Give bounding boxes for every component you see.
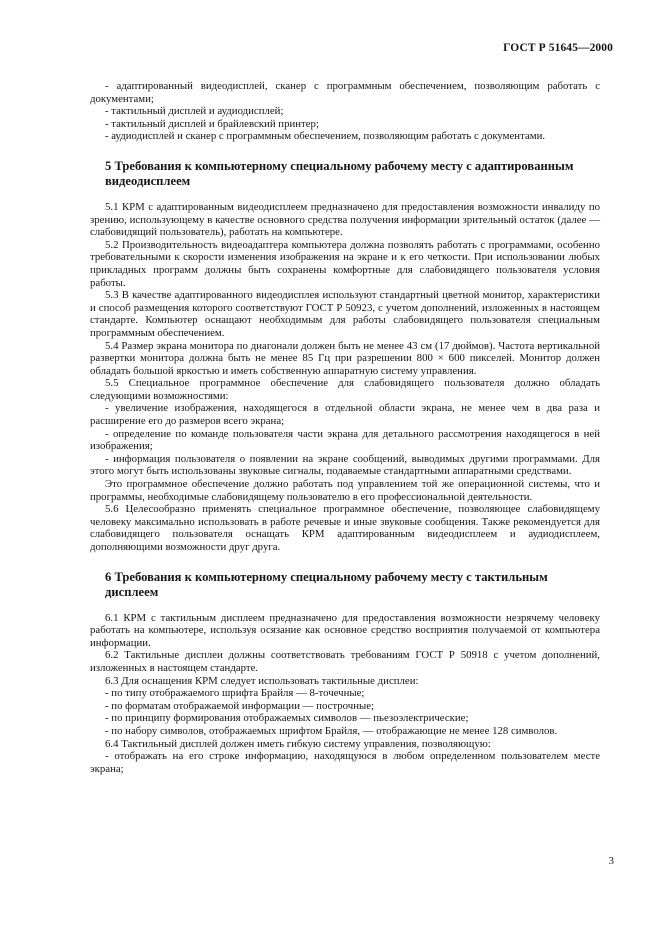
section-5-heading: 5 Требования к компьютерному специальному рабочему месту с адаптированным видеодисплеем — [105, 158, 574, 188]
list-item: - отображать на его строке информацию, находящуюся в любом определенном пользователем месте экрана; — [90, 750, 600, 775]
list-item: - определение по команде пользователя части экрана для детального рассмотрения находящегося в ней изображения; — [90, 427, 600, 453]
paragraph-6-3: 6.3 Для оснащения КРМ следует использовать тактильные дисплеи: — [105, 674, 419, 687]
paragraph-5-4: 5.4 Размер экрана монитора по диагонали должен быть не менее 43 см (17 дюймов). Частота вертикальной развертки монитора должна быть не менее 85 Гц при разрешении 800 × 600 пикселей. Монитор должен обладать большой яркостью и иметь собственную аппаратную систему управления. — [90, 339, 600, 377]
list-item: - тактильный дисплей и аудиодисплей; — [105, 105, 284, 118]
paragraph-6-2: 6.2 Тактильные дисплеи должны соответствовать требованиям ГОСТ Р 50918 с учетом дополнений, изложенных в настоящем стандарте. — [90, 649, 600, 674]
list-item: - адаптированный видеодисплей, сканер с программным обеспечением, позволяющим работать с документами; — [90, 80, 600, 105]
list-item: - по принципу формирования отображаемых символов — пьезоэлектрические; — [105, 712, 469, 725]
paragraph-5-3: 5.3 В качестве адаптированного видеодисплея используют стандартный цветной монитор, характеристики и способ размещения которого соответствуют ГОСТ Р 50923, с учетом дополнений, изложенных в настоящем стандарте. Компьютер оснащают необходимым для работы слабовидящего пользователя специальным программным обеспечением. — [90, 289, 600, 339]
list-item: - по форматам отображаемой информации — построчные; — [105, 699, 375, 712]
paragraph-5-5: 5.5 Специальное программное обеспечение для слабовидящего пользователя должно обладать следующими возможностями: — [90, 377, 600, 402]
section-6-heading: 6 Требования к компьютерному специальному рабочему месту с тактильным дисплеем — [105, 569, 548, 599]
paragraph-6-1: 6.1 КРМ с тактильным дисплеем предназначено для предоставления возможности незрячему человеку работать на компьютере, используя осязание как основное средство восприятия получаемой от компьютера информации. — [90, 611, 600, 649]
list-item: - аудиодисплей и сканер с программным обеспечением, позволяющим работать с документами. — [105, 130, 546, 143]
list-item: - по типу отображаемого шрифта Брайля — 8-точечные; — [105, 687, 365, 700]
standard-header: ГОСТ Р 51645—2000 — [503, 42, 613, 54]
list-item: - информация пользователя о появлении на экране сообщений, выводимых другими программами. Для этого могут быть использованы звуковые сигналы, подаваемые стандартными аппаратными средствами. — [90, 452, 600, 478]
paragraph-6-4: 6.4 Тактильный дисплей должен иметь гибкую систему управления, позволяющую: — [105, 737, 491, 750]
paragraph-5-6: 5.6 Целесообразно применять специальное программное обеспечение, позволяющее слабовидящему человеку максимально использовать в работе речевые и иные звуковые сообщения. Также рекомендуется для слабовидящего пользователя оснащать КРМ адаптированным видеодисплеем и аудиодисплеем, дополняющими возможности друг друга. — [90, 503, 600, 553]
paragraph-5-5-tail: Это программное обеспечение должно работать под управлением той же операционной системы, что и программы, необходимые слабовидящему пользователю в его профессиональной деятельности. — [90, 478, 600, 503]
paragraph-5-1: 5.1 КРМ с адаптированным видеодисплеем предназначено для предоставления возможности инвалиду по зрению, использующему в качестве основного средства получения информации зрительный остаток (далее — слабовидящий пользователь), работать на компьютере. — [90, 200, 600, 239]
list-item: - по набору символов, отображаемых шрифтом Брайля, — отображающие не менее 128 символов. — [105, 724, 558, 737]
list-item: - тактильный дисплей и брайлевский принтер; — [105, 117, 319, 130]
page-number: 3 — [608, 855, 614, 867]
paragraph-5-2: 5.2 Производительность видеоадаптера компьютера должна позволять работать с программами, особенно требовательными к скорости изменения изображения на экране и к его четкости. При использовании любых прикладных программ должны быть сохранены комфортные для слабовидящего пользователя условия работы. — [90, 238, 600, 289]
document-body — [90, 80, 600, 775]
list-item: - увеличение изображения, находящегося в отдельной области экрана, не менее чем в два раза и расширение его до размеров всего экрана; — [90, 402, 600, 428]
